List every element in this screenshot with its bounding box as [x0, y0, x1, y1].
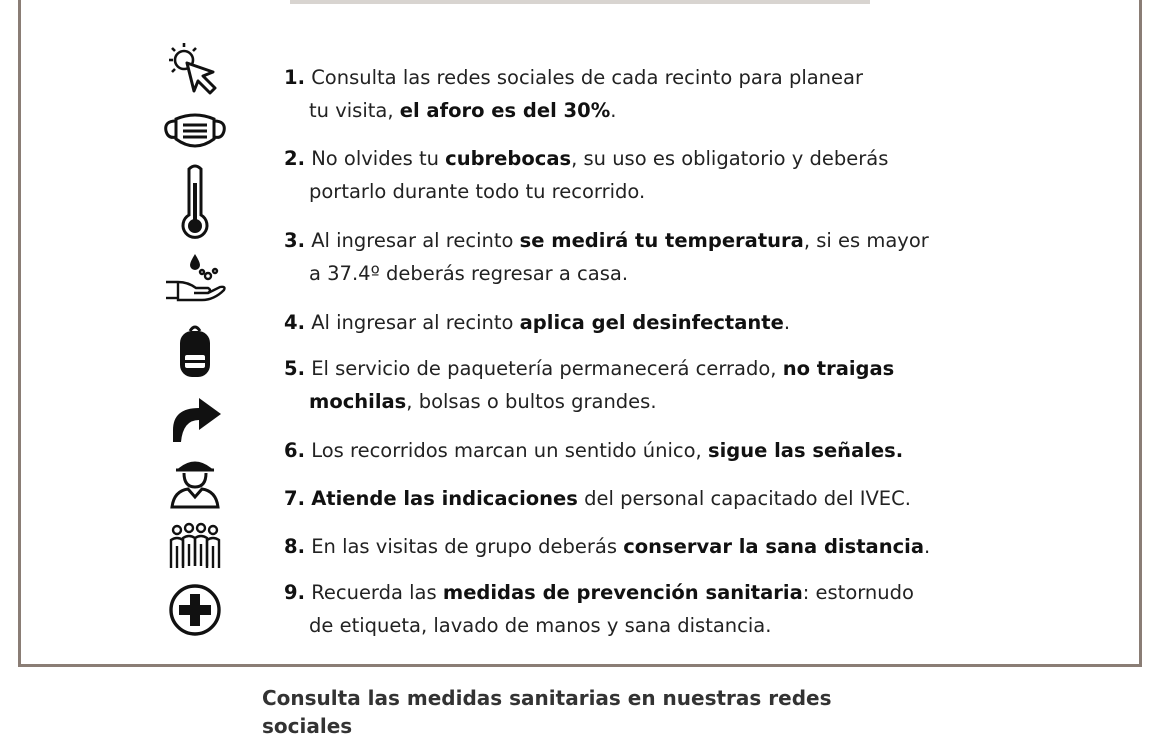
item-text: .: [783, 311, 791, 334]
click-pointer-icon: [150, 40, 240, 98]
item-highlight: no traigas: [782, 357, 895, 380]
item-number: 7.: [284, 487, 305, 510]
list-item: [284, 482, 911, 515]
item-number: 6.: [284, 439, 305, 462]
list-item: [284, 306, 790, 339]
item-highlight: se medirá tu temperatura: [519, 229, 804, 252]
item-highlight: aplica gel desinfectante: [519, 311, 784, 334]
item-text: del personal capacitado del IVEC.: [577, 487, 911, 510]
item-number: 3.: [284, 229, 305, 252]
arrow-turn-icon: [150, 388, 240, 444]
item-text: .: [610, 99, 617, 122]
item-text: a 37.4º deberás regresar a casa.: [309, 262, 629, 285]
item-highlight: cubrebocas: [445, 147, 572, 170]
item-text: Los recorridos marcan un sentido único,: [311, 439, 708, 462]
list-item: [284, 142, 888, 208]
item-highlight: medidas de prevención sanitaria: [442, 581, 803, 604]
list-item: [284, 576, 914, 642]
medical-cross-icon: [150, 582, 240, 638]
item-text: No olvides tu: [311, 147, 446, 170]
item-text: En las visitas de grupo deberás: [311, 535, 624, 558]
icon-column: [150, 0, 240, 700]
item-highlight: Atiende las indicaciones: [311, 487, 578, 510]
item-text: Consulta las redes sociales de cada recinto para planear: [311, 66, 864, 89]
item-text: , su uso es obligatorio y deberás: [571, 147, 889, 170]
item-number: 1.: [284, 66, 305, 89]
list-item: [284, 224, 929, 290]
face-mask-icon: [150, 107, 240, 155]
item-number: 4.: [284, 311, 305, 334]
item-text: Al ingresar al recinto: [311, 311, 520, 334]
footer-cropped-text: Consulta las medidas sanitarias en nuestras redes sociales: [262, 686, 832, 738]
item-highlight: sigue las señales.: [707, 439, 904, 462]
item-text: Recuerda las: [311, 581, 443, 604]
item-number: 9.: [284, 581, 305, 604]
backpack-icon: [150, 323, 240, 379]
list-item: [284, 61, 863, 127]
item-text: : estornudo: [802, 581, 914, 604]
item-text: , bolsas o bultos grandes.: [406, 390, 657, 413]
item-text: , si es mayor: [803, 229, 929, 252]
item-text: tu visita,: [309, 99, 400, 122]
staff-person-icon: [150, 455, 240, 509]
item-text: Al ingresar al recinto: [311, 229, 520, 252]
item-text: de etiqueta, lavado de manos y sana distancia.: [309, 614, 772, 637]
list-item: [284, 352, 894, 418]
item-text: portarlo durante todo tu recorrido.: [309, 180, 646, 203]
thermometer-icon: [150, 163, 240, 243]
item-text: .: [924, 535, 931, 558]
cropped-header-text: [290, 0, 870, 4]
list-item: [284, 434, 903, 467]
item-highlight: el aforo es del 30%: [399, 99, 611, 122]
item-highlight: conservar la sana distancia: [623, 535, 924, 558]
item-text: El servicio de paquetería permanecerá cerrado,: [311, 357, 783, 380]
group-people-icon: [150, 522, 240, 572]
item-number: 8.: [284, 535, 305, 558]
list-item: [284, 530, 930, 563]
item-number: 5.: [284, 357, 305, 380]
item-highlight: mochilas: [309, 390, 407, 413]
item-number: 2.: [284, 147, 305, 170]
hand-wash-icon: [150, 252, 240, 308]
